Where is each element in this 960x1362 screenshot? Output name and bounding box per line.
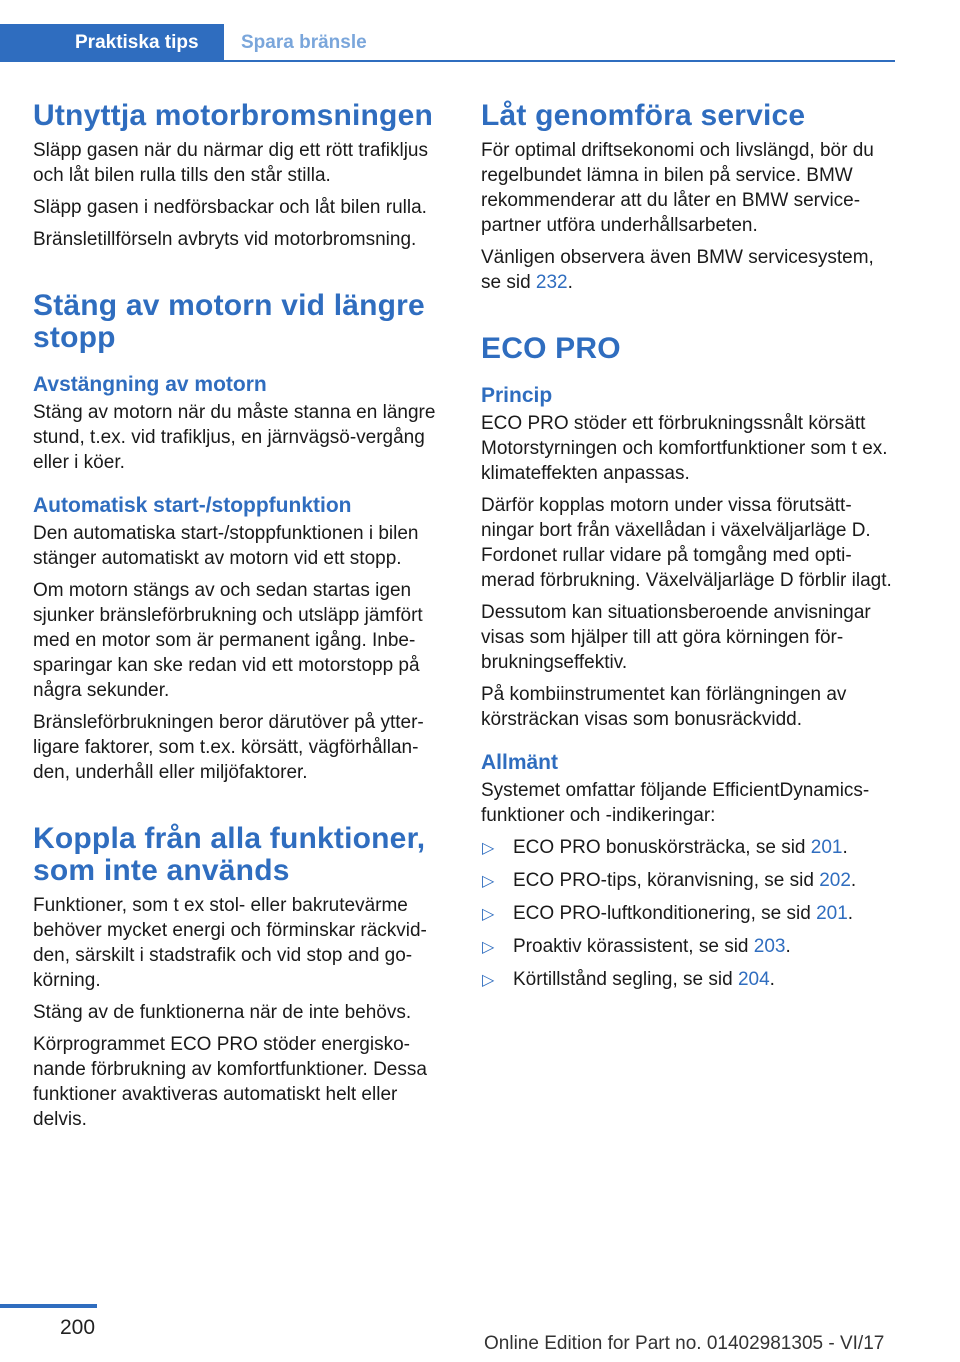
paragraph: Körprogrammet ECO PRO stöder energisko-nande förbrukning av komfortfunktioner. Dessa funktioner avaktiveras automatiskt helt eller delvis.	[33, 1034, 427, 1130]
paragraph: På kombiinstrumentet kan förlängningen av körsträckan visas som bonusräckvidd.	[481, 684, 847, 730]
list-item-text: Körtillstånd segling, se sid	[513, 969, 738, 990]
heading-lat-genomfora-service: Låt genomföra service	[481, 99, 806, 132]
heading-koppla-fran: Koppla från alla funktioner, som inte används	[33, 822, 426, 887]
paragraph: ECO PRO stöder ett förbrukningssnålt körsätt Motorstyrningen och komfortfunktioner som t ex. klimateffekten anpassas.	[481, 413, 888, 484]
paragraph: Systemet omfattar följande EfficientDynamics-funktioner och -indikeringar:	[481, 780, 870, 826]
triangle-bullet-icon: ▷	[482, 873, 495, 890]
footer-rule	[0, 1304, 97, 1308]
list-item-text: ECO PRO bonuskörsträcka, se sid	[513, 837, 811, 858]
subheading-start-stopp: Automatisk start-/stoppfunktion	[33, 494, 352, 517]
tab-praktiska-tips[interactable]: Praktiska tips	[0, 24, 224, 62]
page-link[interactable]: 203	[753, 936, 786, 957]
tab-spara-bransle[interactable]: Spara bränsle	[241, 32, 367, 53]
list-item-text: ECO PRO-tips, köranvisning, se sid	[513, 870, 820, 891]
triangle-bullet-icon: ▷	[482, 972, 495, 989]
list-item: ▷ ECO PRO bonuskörsträcka, se sid 201.	[481, 835, 897, 860]
paragraph: Stäng av motorn när du måste stanna en längre stund, t.ex. vid trafikljus, en järnvägsö-vergång eller i köer.	[33, 402, 436, 473]
paragraph: För optimal driftsekonomi och livslängd, bör du regelbundet lämna in bilen på service. BMW rekommenderar att du låter en BMW service-partner utföra underhållsarbeten.	[481, 140, 874, 236]
paragraph: Bränsleförbrukningen beror därutöver på ytter-ligare faktorer, som t.ex. körsätt, vägförhållan-den, underhåll eller miljöfaktorer.	[33, 712, 424, 783]
page-link[interactable]: 201	[816, 903, 848, 924]
subheading-avstangning: Avstängning av motorn	[33, 373, 267, 396]
heading-eco-pro: ECO PRO	[481, 332, 621, 365]
subheading-princip: Princip	[481, 384, 553, 407]
paragraph: Därför kopplas motorn under vissa förutsätt-ningar bort från växellådan i växelväljarläge D. Fordonet rullar vidare på tomgång med opti-merad förbrukning. Växelväljarläge D förblir ilagt.	[481, 495, 892, 591]
list-item: ▷ Körtillstånd segling, se sid 204.	[481, 967, 897, 992]
list-item: ▷ Proaktiv körassistent, se sid 203.	[481, 934, 897, 959]
page-link[interactable]: 204	[737, 969, 770, 990]
paragraph: Funktioner, som t ex stol- eller bakrutevärme behöver mycket energi och förminskar räckvid-den, särskilt i stadstrafik och vid stop and go-körning.	[33, 895, 427, 991]
paragraph: Om motorn stängs av och sedan startas igen sjunker bränsleförbrukning och utsläpp jämfört med en motor som är permanent igång. Inbe-sparingar kan ske redan vid ett motorstopp på några sekunder.	[33, 580, 423, 701]
paragraph: Dessutom kan situationsberoende anvisningar visas som hjälper till att göra körningen för-brukningseffektiv.	[481, 602, 871, 673]
heading-utnyttja-motorbromsningen: Utnyttja motorbromsningen	[33, 99, 433, 132]
left-column	[33, 100, 449, 1139]
triangle-bullet-icon: ▷	[482, 939, 495, 956]
list-item-text: ECO PRO-luftkonditionering, se sid	[513, 903, 817, 924]
paragraph: Vänligen observera även BMW servicesystem, se sid 232.	[481, 247, 874, 293]
paragraph: Bränsletillförseln avbryts vid motorbromsning.	[33, 229, 417, 250]
running-header	[0, 24, 895, 62]
page-number: 200	[60, 1316, 96, 1339]
edition-note: Online Edition for Part no. 01402981305 - VI/17	[484, 1333, 885, 1354]
paragraph: Släpp gasen när du närmar dig ett rött trafikljus och låt bilen rulla tills den står stilla.	[33, 140, 428, 186]
header-rule	[0, 60, 895, 62]
paragraph: Den automatiska start-/stoppfunktionen i bilen stänger automatiskt av motorn vid ett stopp.	[33, 523, 419, 569]
list-item-text: Proaktiv körassistent, se sid	[513, 936, 754, 957]
page-link-232[interactable]: 232	[535, 272, 568, 293]
right-column	[481, 100, 897, 1000]
page-link[interactable]: 201	[810, 837, 843, 858]
paragraph-text: Vänligen observera även BMW servicesystem, se sid	[481, 247, 874, 293]
paragraph: Släpp gasen i nedförsbackar och låt bilen rulla.	[33, 197, 427, 218]
list-item: ▷ ECO PRO-luftkonditionering, se sid 201.	[481, 901, 897, 926]
page-link[interactable]: 202	[819, 870, 851, 891]
list-item: ▷ ECO PRO-tips, köranvisning, se sid 202.	[481, 868, 897, 893]
feature-list	[481, 835, 897, 992]
paragraph: Stäng av de funktionerna när de inte behövs.	[33, 1002, 412, 1023]
heading-stang-av-motorn: Stäng av motorn vid längre stopp	[33, 289, 425, 354]
triangle-bullet-icon: ▷	[482, 840, 495, 857]
triangle-bullet-icon: ▷	[482, 906, 495, 923]
subheading-allmant: Allmänt	[481, 751, 559, 774]
